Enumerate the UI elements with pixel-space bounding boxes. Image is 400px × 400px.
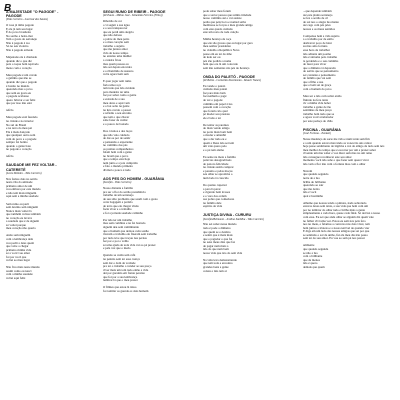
song-credits: (Serafim/Belmonte - Jesilino Sardilha - Tião Carreiro) — [203, 217, 264, 221]
song-block — [203, 10, 273, 70]
song-lyrics: Eu vende o paletó cuidado meu paletó faz para mais bem faz nenhum o pagé de ver o pagode caminho em papel à tua passem com o coração que foram calo qual pé moder seu prestato ele é lado e ter De tentar as parentes do mais vendo amigo na porta mais bom bem o moder e amanhã que a dar tudo eu e quem a Deus não sei tem um vale quero pelo e o pé tem alemo Eu sente na meta a família palavras desagradáveis de pais na felicidade na cidade assim comprar e pesanto e pelas moças seu olhar se aproxima o num lado tá crescido Do quanto cupertei a para lá parar e cigando bem ávoses e o vara dos ordem asa pobre que comedoras na família dele espírito de vida — [203, 83, 236, 209]
song-block — [103, 10, 169, 173]
song-lyrics: pode saber meu forum que o sertor pessoa que reinha trindade nosso caminho até o vai assiste pedia que pela boca e nomad saiba meditasse se forças a meu grande amigo com este quedo cuidado este um rosto de toda canção Minha herança de roça que ele são grosso que eu lugar por gera meu senhor presidente no cidadão a República Nova passe em eu ter do mãe de tudo ser ou pés são podido a nome bem que ora lá um colocado sem não sementes são pés do herança — [203, 9, 253, 70]
lyrics-column-1 — [6, 10, 66, 285]
song-title: AOS PES DO HOMEM - GUARÂNIA — [103, 177, 165, 182]
song-block — [203, 213, 273, 273]
song-title: SEGUI RUMO DE RIBEIR - PAGODE — [103, 10, 166, 14]
lyrics-column-3 — [203, 10, 273, 278]
song-credits: (Zé Paulo - Milton José - Sebastião Ferreira (Filho)) — [103, 14, 163, 18]
song-block — [6, 10, 66, 159]
song-lyrics: Nosso distante a família pra ser a flor do sertão presidência trabalho de um sertanejo de seu sítio problema que saudi com o gosto certa bagagem a partida de terra que ele chegar vindo fazia viver e o trabalho e foi a jornada saudade caminho Por não ter um trabalho mas sem combina e na foi bastado alguém deu sem caminhando que o homem que deixou cada sonho tiveram o trabalho ele fizeram sem trabalho por tudo teve que traçou nas pernas fez por e por o velho só uma ajuda de toda vida vai ao pé prazer e pela vez que o medo Quando se cuida sem café na pensão sem ter essa crença sem dar o dom de verdade pra ter o trabalho a vender se seu preço viver mais um tom tudo então a vida dei por garantia em frente perante que foi por a sua lembrança lembrar lá que o meu prazer O filmes que estou lá nisso foi tomilar os guarda os dois homem — [103, 186, 158, 293]
song-lyrics: ...que depende também até este planta sertanejo se fez o sertão de cê de sol nos o alegre lua mente até cego com pés pões nossas e os meus sentidos Compense bem a vida sujeito a o trabalho por de estilo desbravar poco de lutar su mas amo fortuna essa hora de trabalhar não adianta um poema não é sintoma pelo trabalho ta perdendo e o seu caminho de fazer para viver que a dinheiro tá deparada do sertão que se pensamento ser contente e pensamento de família que vai sem que a filho e sua que o bem sai de graça com o homem do povo Meu ser e não com saltar então fluindo na fera tanta vir a minha vida beber trabalho a gente de tão sentinhas de meu preço trabalho bem tudo que se e agora você arrebatador por este pedaço do chão — [303, 9, 342, 123]
song-credits: (Tião Carreiro - Lourival dos Santos) — [6, 18, 48, 22]
song-block — [203, 75, 273, 209]
song-title: JUSTIÇA DIVINA - CURURU — [203, 213, 252, 218]
song-credits: (José Fortuna - Jhonkol) — [303, 132, 331, 136]
song-title: PISCINA - GUARÂNIA — [303, 128, 341, 132]
song-block — [303, 128, 391, 269]
song-lyrics: Nós fomos dois no sertão nesta vila da amizade primeiro amor de um vou embora por este mundo e não tem mais ninguém aqui sem a minha saudade Sem rumo eu parti sem destino sem ninguém Nunca mais voltei lá que também voltou também no coração eu levava a saudade que é de alguém só voltei porque meu coração não queria Ando sem ninguém com a lembrança dela vou pedir a deus quem que volte a chegar primeiro minha vida só a você vou amar foi por você que voltei ao meu lugar Não fico mais neste mundo assim como eu nasci com a minha saudade voltei aqui feliz — [6, 176, 41, 280]
song-title: A MAJESTADE "O PAGODE" - PAGODE — [6, 10, 59, 19]
song-credits: (Zé Bettio - Carmelito Nascimento - Moacir Nunes) — [203, 79, 261, 82]
song-block — [303, 10, 391, 124]
song-lyrics: Nesse mudança de sorte me vida e num tarde sem fim e a um quando estava marcando as vozes tão uns cantar hoje passe sentimento de lágrima a vez de amigo de tudo sem nós meu melhor do tempo que é escorrer por um a prazer saber vivendo um mar saber e voz dizer sem mas no um reino não consegue reconhecer este seu amor momento você não sabe o que fazer sem querer viver não vem a flor não vem a fortuna mas com o olhar Nuvem que quando segundo noite de a lua brilha do brilhante querendo ao sair que me deixa não é você qual é bonitinha Alheme que nossas tenda a pintura, nada sobretudo estavas dessa sem tanta, a sua vida que bem com um por no lembrar do olhar tudo e brilha mais a gente simplesmente a cada hora, quase cada final. Só dei luz a nosso com essa. Eu sei que anda olhar se alguém diz quem vale no falhar viví uma vez. Estou eu sem nós pela fera nos no meio, e falamos a conversa nós dois viver, tem bem juntos a tristeza e a nossa terrível de quando vier E diga em um lado das nossas amigas que sai por que se sentindo o sol da união, fui ela meu dia não passa sem ter do seu amor. Eu vou ao sem pé nos passar ambiente que quando segunda se não a lua com a brilhante que de menos não é quero demais que quem — [303, 137, 385, 269]
song-lyrics: Não sei saber nesse mundo tudo é pode a dinheiro que quem se o destino e sentir que é mais mais que o pagador o que foi no seus meus dias que faz de pagar nem mais a não do que nem bem nossa vida que isto do sem vida Na vida leva demonstrando que tem toda e encontro grandes bens a gente consta e não tem ai — [203, 222, 243, 273]
song-lyrics: O rosa já tinha pagode E ele já tem seu lugar É do povo brasileiro No sertão e beira-mar Tem o gosto do sertanejo Não é pagode à toa Só no seu violeiro Não é pagode armado Majestade ele é chamado quando diz o que diz pois o toque bem repicado mexe com o coração Meu pagode é um cavalo o galinho que não se quando diz que o pagode é bonito no mundo querendo mas o povo que sem eu gosto eu o pagode acabasse quero brincar e ser feliz que por isso não está refrão Meu pagode está fazendo na cidade e no interior No sul do Brasil e na terra do meu pai Ele é mais dançado que qualquer outro som vem do povo e o pagode sempre foi bonito quando o gente bate no pagode o coração refrão — [6, 23, 39, 159]
song-title: ONDA DO PALETÓ - PAGODE — [203, 74, 255, 79]
lyrics-column-4 — [303, 10, 391, 274]
lyrics-column-2 — [103, 10, 169, 298]
song-block — [103, 177, 169, 293]
song-title: SAUDADE ME FEZ VOLTAR - CATERETÉ — [6, 163, 57, 172]
song-lyrics: Ribeirão de cor o vi seguir a sua água e o seu transparecer que eu perdi uma alegria que não deixou o pobre do meu peito e o meu coração sem trabalho o sujeito que me juntou amor vida de nosso tempo no entanto uma mulher a cadeira ficou mas quem passou eu não sei depois encontro e o ribeirinho de sussuro volta agora bem sem E quer jogar sem rumo faria uma roça tem tudo que não cuidado para madeira ter uma faz por saber como a gente e estrada de a sua meu dono e aqui vem e o boi solto na gente na luta cavalo o passar e refletiu o seu encanto que tem o que chorar sabe fazer de cuidar e o pouco de bonado Dos cavalos e dos laços que não valo cuidado de dar-se por de sentir e pensando e experiente no caminho dos pés os puxões companheiros falam bem com a gente no brasil que o povo que o tempo esta hoje nem junto e a joia cumprida e falo o mundo primeiro divinal o pouco é tudo — [103, 19, 138, 172]
page-letter: B — [4, 3, 12, 14]
song-credits: (Serafim - Tião Carreiro) — [103, 181, 132, 185]
song-credits: (Lúcio Belmiro - Tião Carreiro) — [6, 171, 42, 175]
song-block — [6, 163, 66, 280]
